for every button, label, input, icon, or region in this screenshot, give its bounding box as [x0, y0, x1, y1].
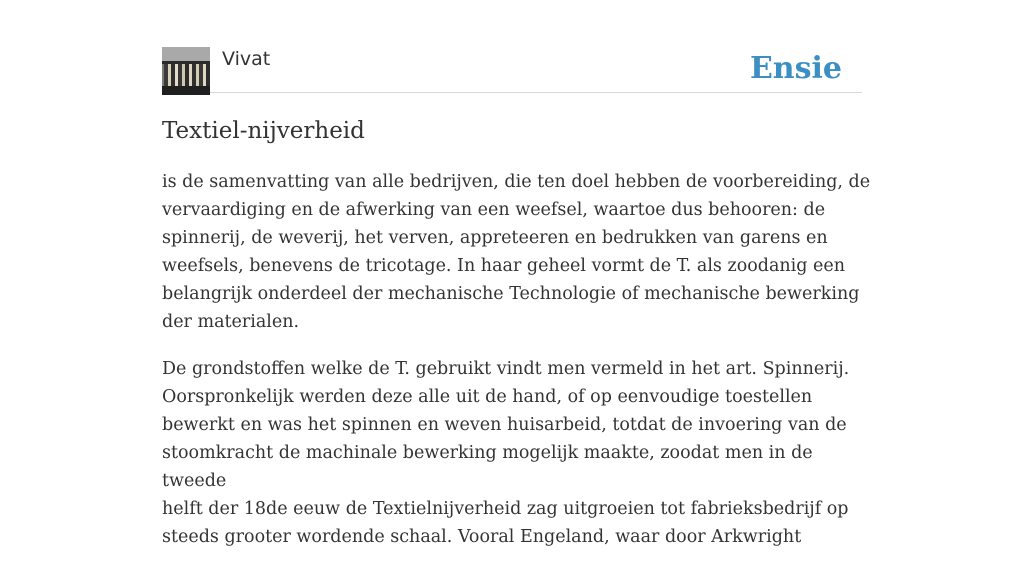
- brand-logo[interactable]: Ensie: [749, 51, 842, 86]
- article-paragraph: De grondstoffen welke de T. gebruikt vindt men vermeld in het art. Spinnerij. Oorspronkelijk werden deze alle uit de hand, of op eenvoudige toestellen bewerkt en was het spinnen en weven huisarbeid, totdat de invoering van de stoomkracht de machinale bewerking mogelijk maakte, zoodat men in de tweede helft der 18de eeuw de Textielnijverheid zag uitgroeien tot fabrieksbedrijf op steeds grooter wordende schaal. Vooral Engeland, waar door Arkwright: [162, 359, 850, 547]
- article-body: [162, 168, 872, 570]
- author-name[interactable]: Vivat: [222, 48, 271, 70]
- article-paragraph: is de samenvatting van alle bedrijven, die ten doel hebben de voorbereiding, de vervaardiging en de afwerking van een weefsel, waartoe dus behooren: de spinnerij, de weverij, het verven, appreteeren en bedrukken van garens en weefsels, benevens de tricotage. In haar geheel vormt de T. als zoodanig een belangrijk onderdeel der mechanische Technologie of mechanische bewerking der materialen.: [162, 172, 871, 332]
- author-avatar[interactable]: [162, 47, 210, 95]
- header: [162, 47, 862, 93]
- article-title: Textiel-nijverheid: [162, 118, 365, 144]
- book-spines-icon: [162, 47, 210, 95]
